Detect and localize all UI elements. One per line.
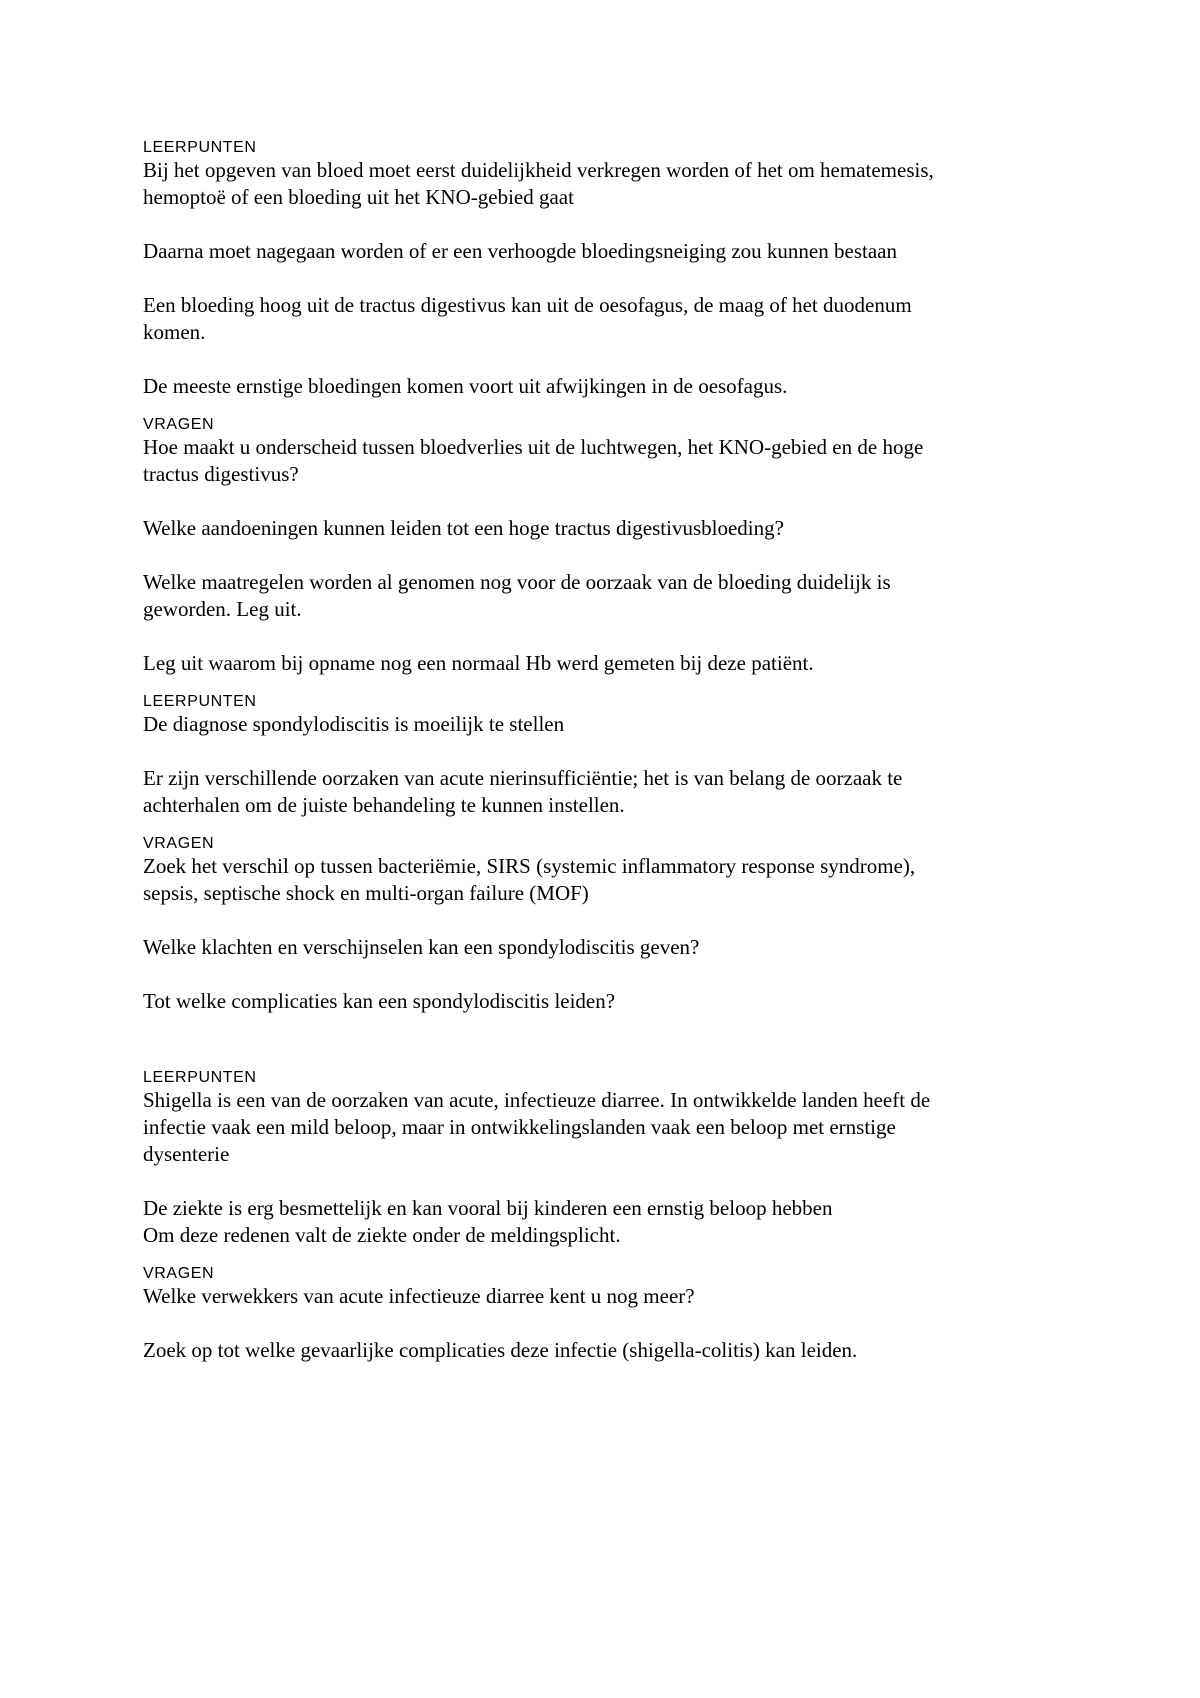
paragraph bbox=[143, 765, 1103, 819]
text-line: Zoek op tot welke gevaarlijke complicaties deze infectie (shigella-colitis) kan leiden. bbox=[143, 1338, 858, 1362]
section-heading: LEERPUNTEN bbox=[143, 1069, 257, 1086]
paragraph bbox=[143, 650, 1103, 677]
paragraph bbox=[143, 569, 1103, 623]
text-line: achterhalen om de juiste behandeling te kunnen instellen. bbox=[143, 793, 625, 817]
paragraph bbox=[143, 1195, 1103, 1249]
text-line: De diagnose spondylodiscitis is moeilijk te stellen bbox=[143, 712, 565, 736]
text-line: hemoptoë of een bloeding uit het KNO-gebied gaat bbox=[143, 185, 574, 209]
vragen-section-3 bbox=[143, 1265, 1103, 1364]
text-line: infectie vaak een mild beloop, maar in ontwikkelingslanden vaak een beloop met ernstige bbox=[143, 1115, 896, 1139]
text-line: geworden. Leg uit. bbox=[143, 597, 302, 621]
paragraph bbox=[143, 515, 1103, 542]
paragraph bbox=[143, 157, 1103, 211]
text-line: Welke maatregelen worden al genomen nog voor de oorzaak van de bloeding duidelijk is bbox=[143, 570, 891, 594]
section-heading: LEERPUNTEN bbox=[143, 693, 257, 710]
text-line: komen. bbox=[143, 320, 206, 344]
paragraph bbox=[143, 853, 1103, 907]
text-line: De meeste ernstige bloedingen komen voort uit afwijkingen in de oesofagus. bbox=[143, 374, 788, 398]
paragraph bbox=[143, 238, 1103, 265]
text-line: Shigella is een van de oorzaken van acute, infectieuze diarree. In ontwikkelde landen heeft de bbox=[143, 1088, 931, 1112]
text-line: De ziekte is erg besmettelijk en kan vooral bij kinderen een ernstig beloop hebben bbox=[143, 1196, 833, 1220]
text-line: dysenterie bbox=[143, 1142, 230, 1166]
text-line: Leg uit waarom bij opname nog een normaal Hb werd gemeten bij deze patiënt. bbox=[143, 651, 814, 675]
paragraph bbox=[143, 1337, 1103, 1364]
leerpunten-section-1 bbox=[143, 139, 1103, 400]
paragraph bbox=[143, 292, 1103, 346]
section-heading: VRAGEN bbox=[143, 1265, 215, 1282]
text-line: Welke verwekkers van acute infectieuze diarree kent u nog meer? bbox=[143, 1284, 695, 1308]
section-heading: VRAGEN bbox=[143, 835, 215, 852]
text-line: Er zijn verschillende oorzaken van acute nierinsufficiëntie; het is van belang de oorzaak te bbox=[143, 766, 903, 790]
vragen-section-1 bbox=[143, 416, 1103, 677]
text-line: Tot welke complicaties kan een spondylodiscitis leiden? bbox=[143, 989, 616, 1013]
text-line: Welke klachten en verschijnselen kan een spondylodiscitis geven? bbox=[143, 935, 700, 959]
paragraph bbox=[143, 711, 1103, 738]
paragraph bbox=[143, 1087, 1103, 1168]
leerpunten-section-3 bbox=[143, 1069, 1103, 1249]
paragraph bbox=[143, 1283, 1103, 1310]
text-line: Bij het opgeven van bloed moet eerst duidelijkheid verkregen worden of het om hematemesis, bbox=[143, 158, 934, 182]
text-line: Een bloeding hoog uit de tractus digestivus kan uit de oesofagus, de maag of het duodenum bbox=[143, 293, 912, 317]
document-page bbox=[143, 139, 1103, 1364]
leerpunten-section-2 bbox=[143, 693, 1103, 819]
text-line: sepsis, septische shock en multi-organ failure (MOF) bbox=[143, 881, 589, 905]
text-line: Hoe maakt u onderscheid tussen bloedverlies uit de luchtwegen, het KNO-gebied en de hoge bbox=[143, 435, 924, 459]
section-heading: VRAGEN bbox=[143, 416, 215, 433]
vragen-section-2 bbox=[143, 835, 1103, 1015]
section-heading: LEERPUNTEN bbox=[143, 139, 257, 156]
text-line: Daarna moet nagegaan worden of er een verhoogde bloedingsneiging zou kunnen bestaan bbox=[143, 239, 897, 263]
paragraph bbox=[143, 434, 1103, 488]
paragraph bbox=[143, 373, 1103, 400]
text-line: Om deze redenen valt de ziekte onder de meldingsplicht. bbox=[143, 1223, 621, 1247]
text-line: Welke aandoeningen kunnen leiden tot een hoge tractus digestivusbloeding? bbox=[143, 516, 784, 540]
paragraph bbox=[143, 988, 1103, 1015]
text-line: Zoek het verschil op tussen bacteriëmie, SIRS (systemic inflammatory response syndrome), bbox=[143, 854, 916, 878]
text-line: tractus digestivus? bbox=[143, 462, 299, 486]
paragraph bbox=[143, 934, 1103, 961]
